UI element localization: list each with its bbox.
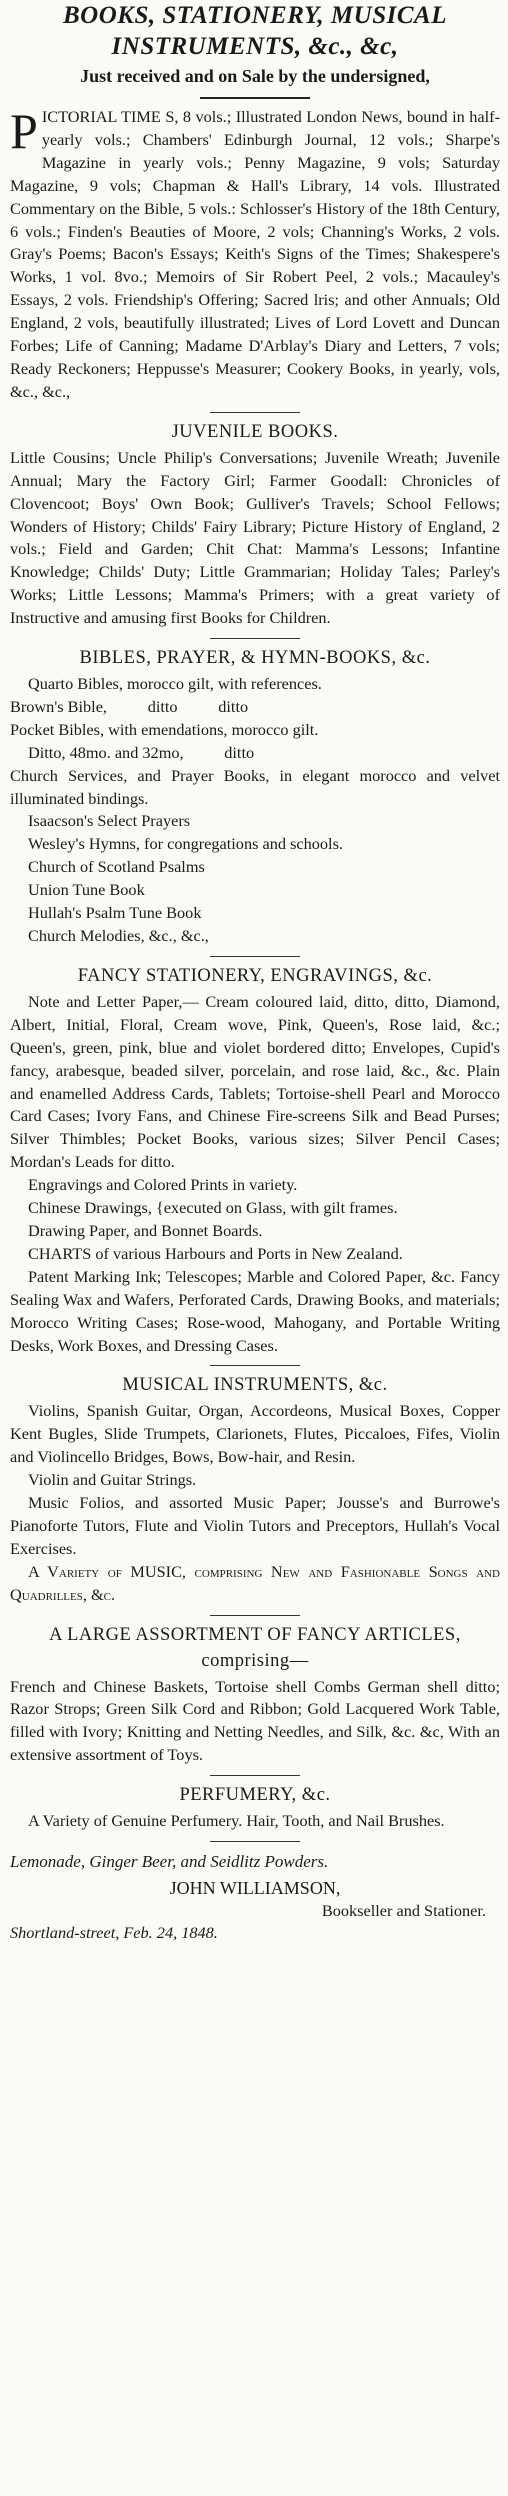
perfumery-text: A Variety of Genuine Perfumery. Hair, Tooth, and Nail Brushes.: [28, 1811, 445, 1831]
bibles-heading: BIBLES, PRAYER, & HYMN-BOOKS, &c.: [79, 648, 431, 669]
drop-cap: P: [10, 103, 38, 159]
fancy-articles-text: French and Chinese Baskets, Tortoise shell Combs German shell ditto; Razor Strops; Green Silk Cord and Ribbon; Gold Lacquered Work Table, filled with Ivory; Knitting and Netting Needles, and Silk, &c. &c, With an extensive assortment of Toys.: [10, 1676, 500, 1765]
divider: [210, 1615, 300, 1616]
charts-text: CHARTS of various Harbours and Ports in New Zealand.: [28, 1243, 403, 1263]
strings-text: Violin and Guitar Strings.: [28, 1470, 197, 1490]
bibles-line: Brown's Bible, ditto ditto: [10, 696, 249, 716]
bibles-line: Church Melodies, &c., &c.,: [28, 926, 209, 945]
fancy-articles-heading: A LARGE ASSORTMENT OF FANCY ARTICLES, comprising—: [49, 1624, 461, 1671]
perfumery-heading: PERFUMERY, &c.: [179, 1785, 331, 1806]
proprietor-role: Bookseller and Stationer.: [321, 1901, 486, 1921]
fancy-stationery-heading: FANCY STATIONERY, ENGRAVINGS, &c.: [77, 965, 433, 986]
bibles-line: Wesley's Hymns, for congregations and schools.: [28, 834, 343, 854]
music-folios-text: Music Folios, and assorted Music Paper; Jousse's and Burrowe's Pianoforte Tutors, Flute and Violin Tutors and Preceptors, Hullah's Vocal Exercises.: [10, 1493, 500, 1558]
divider: [200, 97, 310, 99]
bibles-line: Pocket Bibles, with emendations, morocco gilt.: [10, 719, 319, 739]
drinks-line: Lemonade, Ginger Beer, and Seidlitz Powders.: [10, 1852, 329, 1872]
intro-text: ICTORIAL TIME S, 8 vols.; Illustrated London News, bound in half-yearly vols.; Chambers' Edinburgh Journal, 12 vols.; Sharpe's Magazine in yearly vols.; Penny Magazine, 9 vols; Saturday Magazine, 9 vols; Chapman & Hall's Library, 14 vols. Illustrated Commentary on the Bible, 5 vols.: Schlosser's History of the 18th Century, 6 vols.; Finden's Beauties of Moore, 2 vols; Channing's Works, 2 vols. Gray's Poems; Bacon's Essays; Keith's Signs of the Times; Shakespere's Works, 1 vol. 8vo.; Memoirs of Sir Robert Peel, 2 vols.; Macauley's Essays, 2 vols. Friendship's Offering; Sacred lris; and other Annuals; Old England, 2 vols, beautifully illustrated; Lives of Lord Lovett and Duncan Forbes; Life of Canning; Madame D'Arblay's Diary and Letters, 7 vols; Ready Reckoners; Heppusse's Measurer; Cookery Books, in yearly, vols, &c., &c.,: [10, 107, 500, 401]
chinese-drawings-text: Chinese Drawings, {executed on Glass, with gilt frames.: [28, 1198, 398, 1218]
marking-ink-text: Patent Marking Ink; Telescopes; Marble and Colored Paper, &c. Fancy Sealing Wax and Wafers, Perforated Cards, Drawing Books, and materials; Morocco Writing Cases; Rose-wood, Mahogany, and Portable Writing Desks, Work Boxes, and Dressing Cases.: [10, 1266, 500, 1355]
subheadline: Just received and on Sale by the undersigned,: [80, 66, 430, 86]
bibles-line: Hullah's Psalm Tune Book: [28, 903, 202, 923]
fancy-stationery-text: Note and Letter Paper,— Cream coloured laid, ditto, ditto, Diamond, Albert, Initial, Floral, Cream wove, Pink, Queen's, Rose laid, &c.; Queen's, green, pink, blue and violet bordered ditto; Envelopes, Cupid's fancy, arabesque, beaded silver, porcelain, and rose laid, &c., &c. Plain and enamelled Address Cards, Tablets; Tortoise-shell Pearl and Morocco Card Cases; Ivory Fans, and Chinese Fire-screens Silk and Bead Purses; Silver Thimbles; Pocket Books, various sizes; Silver Pencil Cases; Mordan's Leads for ditto.: [10, 991, 500, 1172]
juvenile-books-heading: JUVENILE BOOKS.: [171, 421, 339, 442]
engravings-text: Engravings and Colored Prints in variety.: [28, 1175, 298, 1195]
divider: [210, 1775, 300, 1776]
divider: [210, 412, 300, 413]
musical-instruments-text: Violins, Spanish Guitar, Organ, Accordeons, Musical Boxes, Copper Kent Bugles, Slide Trumpets, Clarionets, Flutes, Piccaloes, Fifes, Violin and Violincello Bridges, Bows, Bow-hair, and Resin.: [10, 1401, 500, 1467]
proprietor-name: JOHN WILLIAMSON,: [169, 1878, 341, 1899]
divider: [210, 956, 300, 957]
music-variety-text: A Variety of MUSIC, comprising New and Fashionable Songs and Quadrilles, &c.: [10, 1561, 500, 1604]
bibles-line: Isaacson's Select Prayers: [28, 811, 191, 831]
juvenile-books-text: Little Cousins; Uncle Philip's Conversations; Juvenile Wreath; Juvenile Annual; Mary the Factory Girl; Farmer Goodall: Chronicles of Clovencoot; Boys' Own Book; Gulliver's Travels; School Fellows; Wonders of History; Childs' Fairy Library; Picture History of England, 2 vols.; Field and Garden; Chit Chat: Mamma's Lessons; Infantine Knowledge; Childs' Duty; Little Grammarian; Holiday Tales; Parley's Works; Little Lessons; Mamma's Primers; with a great variety of Instructive and amusing first Books for Children.: [10, 447, 500, 628]
drawing-paper-text: Drawing Paper, and Bonnet Boards.: [28, 1220, 263, 1240]
dateline: Shortland-street, Feb. 24, 1848.: [10, 1923, 218, 1943]
divider: [210, 1365, 300, 1366]
intro-paragraph: [10, 103, 500, 404]
divider: [210, 1841, 300, 1842]
headline-line-1: BOOKS, STATIONERY, MUSICAL: [63, 2, 447, 29]
bibles-line: Ditto, 48mo. and 32mo, ditto: [28, 742, 255, 762]
bibles-line: Union Tune Book: [28, 880, 145, 900]
bibles-line: Church Services, and Prayer Books, in elegant morocco and velvet illuminated bindings.: [10, 765, 500, 808]
bibles-line: Quarto Bibles, morocco gilt, with references.: [28, 674, 322, 694]
musical-instruments-heading: MUSICAL INSTRUMENTS, &c.: [122, 1375, 388, 1396]
divider: [210, 638, 300, 639]
bibles-line: Church of Scotland Psalms: [28, 857, 205, 877]
headline-line-2: INSTRUMENTS, &c., &c,: [111, 33, 399, 60]
